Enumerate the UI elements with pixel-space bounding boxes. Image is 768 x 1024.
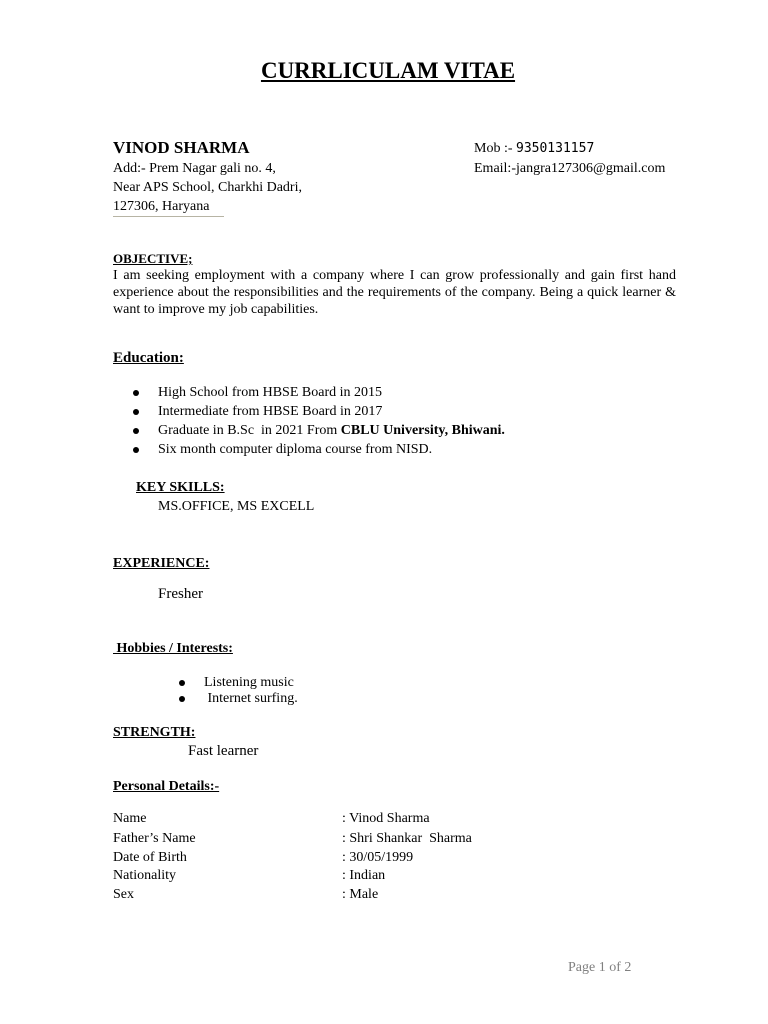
- bullet-icon: [179, 680, 185, 686]
- key-skills-heading: KEY SKILLS:: [136, 480, 225, 495]
- personal-details-heading: Personal Details:-: [113, 779, 220, 794]
- list-item: Six month computer diploma course from NISD.: [133, 440, 505, 459]
- address-line-1: Add:- Prem Nagar gali no. 4,: [113, 161, 276, 176]
- pd-value-dob: : 30/05/1999: [342, 850, 414, 865]
- objective-heading: OBJECTIVE;: [113, 251, 193, 266]
- list-item: Internet surfing.: [179, 691, 298, 707]
- objective-text: I am seeking employment with a company where I can grow professionally and gain first hand experience about the responsibilities and the requirements of the company. Being a quick learner & want to improve my job capabilities.: [113, 268, 676, 317]
- pd-label-name: Name: [113, 811, 147, 826]
- mobile-line: [474, 141, 594, 157]
- graduate-prefix: Graduate in B.Sc in 2021 From: [158, 423, 341, 438]
- address-divider: [113, 216, 224, 217]
- hobbies-list: [179, 675, 298, 707]
- document-title: CURRLICULAM VITAE: [260, 58, 516, 83]
- experience-text: Fresher: [158, 586, 203, 602]
- list-item: Intermediate from HBSE Board in 2017: [133, 402, 505, 421]
- pd-label-dob: Date of Birth: [113, 850, 187, 865]
- bullet-icon: [133, 409, 139, 415]
- page-indicator: Page 1 of 2: [568, 960, 632, 975]
- pd-value-father: : Shri Shankar Sharma: [342, 831, 472, 846]
- bullet-icon: [133, 428, 139, 434]
- mobile-number: 9350131157: [516, 141, 595, 156]
- strength-heading: STRENGTH:: [113, 725, 196, 740]
- list-item: [133, 421, 505, 440]
- pd-label-father: Father’s Name: [113, 831, 196, 846]
- list-item: High School from HBSE Board in 2015: [133, 383, 505, 402]
- graduate-university: CBLU University, Bhiwani.: [340, 423, 505, 438]
- hobbies-heading: Hobbies / Interests:: [113, 641, 233, 656]
- bullet-icon: [133, 390, 139, 396]
- address-line-2: Near APS School, Charkhi Dadri,: [113, 180, 302, 195]
- education-heading: Education:: [113, 350, 184, 366]
- experience-heading: EXPERIENCE:: [113, 556, 210, 571]
- key-skills-text: MS.OFFICE, MS EXCELL: [158, 499, 315, 514]
- address-line-3: 127306, Haryana: [113, 199, 210, 214]
- strength-text: Fast learner: [188, 743, 259, 759]
- mobile-label: Mob :-: [474, 141, 516, 156]
- list-item: Listening music: [179, 675, 298, 691]
- bullet-icon: [133, 447, 139, 453]
- pd-value-nationality: : Indian: [342, 868, 386, 883]
- bullet-icon: [179, 696, 185, 702]
- pd-label-sex: Sex: [113, 887, 134, 902]
- education-list: [133, 383, 505, 459]
- candidate-name: VINOD SHARMA: [113, 138, 250, 157]
- pd-value-name: : Vinod Sharma: [342, 811, 430, 826]
- email-line: Email:-jangra127306@gmail.com: [474, 161, 666, 176]
- pd-label-nationality: Nationality: [113, 868, 176, 883]
- pd-value-sex: : Male: [342, 887, 379, 902]
